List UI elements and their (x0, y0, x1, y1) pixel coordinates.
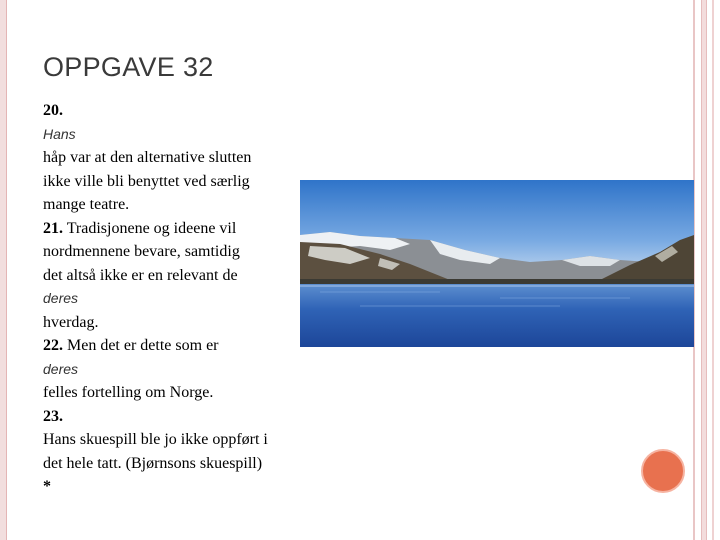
body-line (43, 358, 313, 382)
body-line (43, 405, 313, 429)
body-line (43, 123, 313, 147)
slide-body-text (43, 99, 313, 499)
slide-title: OPPGAVE 32 (43, 52, 214, 82)
line-text: mange teatre. (43, 196, 130, 213)
line-text: håp var at den alternative slutten (43, 149, 252, 166)
body-line (43, 287, 313, 311)
line-text: Tradisjonene og ideene vil (63, 219, 237, 237)
line-text: Men det er dette som er (63, 337, 219, 354)
body-line (43, 170, 313, 194)
italic-word: deres (43, 290, 79, 306)
body-line (43, 475, 313, 499)
decorative-circle (641, 449, 685, 493)
line-text: felles fortelling om Norge. (43, 384, 214, 401)
body-line (43, 240, 313, 264)
slide-frame-left (0, 0, 7, 540)
item-number: 22. (43, 337, 63, 354)
italic-word: deres (43, 360, 79, 377)
body-line (43, 146, 313, 170)
line-text: hverdag. (43, 313, 99, 331)
line-text: det altså ikke er en relevant de (43, 266, 238, 284)
item-number: * (43, 478, 51, 495)
body-line (43, 193, 313, 217)
body-line (43, 381, 313, 405)
body-line (43, 428, 313, 452)
item-number: 21. (43, 219, 63, 237)
slide-frame-right-edge (712, 0, 714, 540)
line-text: ikke ville bli benyttet ved særlig (43, 172, 250, 190)
body-line (43, 217, 313, 241)
body-line (43, 99, 313, 123)
italic-word: Hans (43, 125, 76, 142)
body-line (43, 311, 313, 335)
body-line (43, 334, 313, 358)
body-line (43, 452, 313, 476)
lake-mountain-photo (300, 180, 694, 347)
item-number: 23. (43, 407, 63, 425)
item-number: 20. (43, 102, 63, 119)
slide-frame-right-inner (701, 0, 707, 540)
body-line (43, 264, 313, 288)
line-text: Hans skuespill ble jo ikke oppført i (43, 431, 268, 448)
line-text: nordmennene bevare, samtidig (43, 243, 240, 260)
line-text: det hele tatt. (Bjørnsons skuespill) (43, 454, 263, 472)
